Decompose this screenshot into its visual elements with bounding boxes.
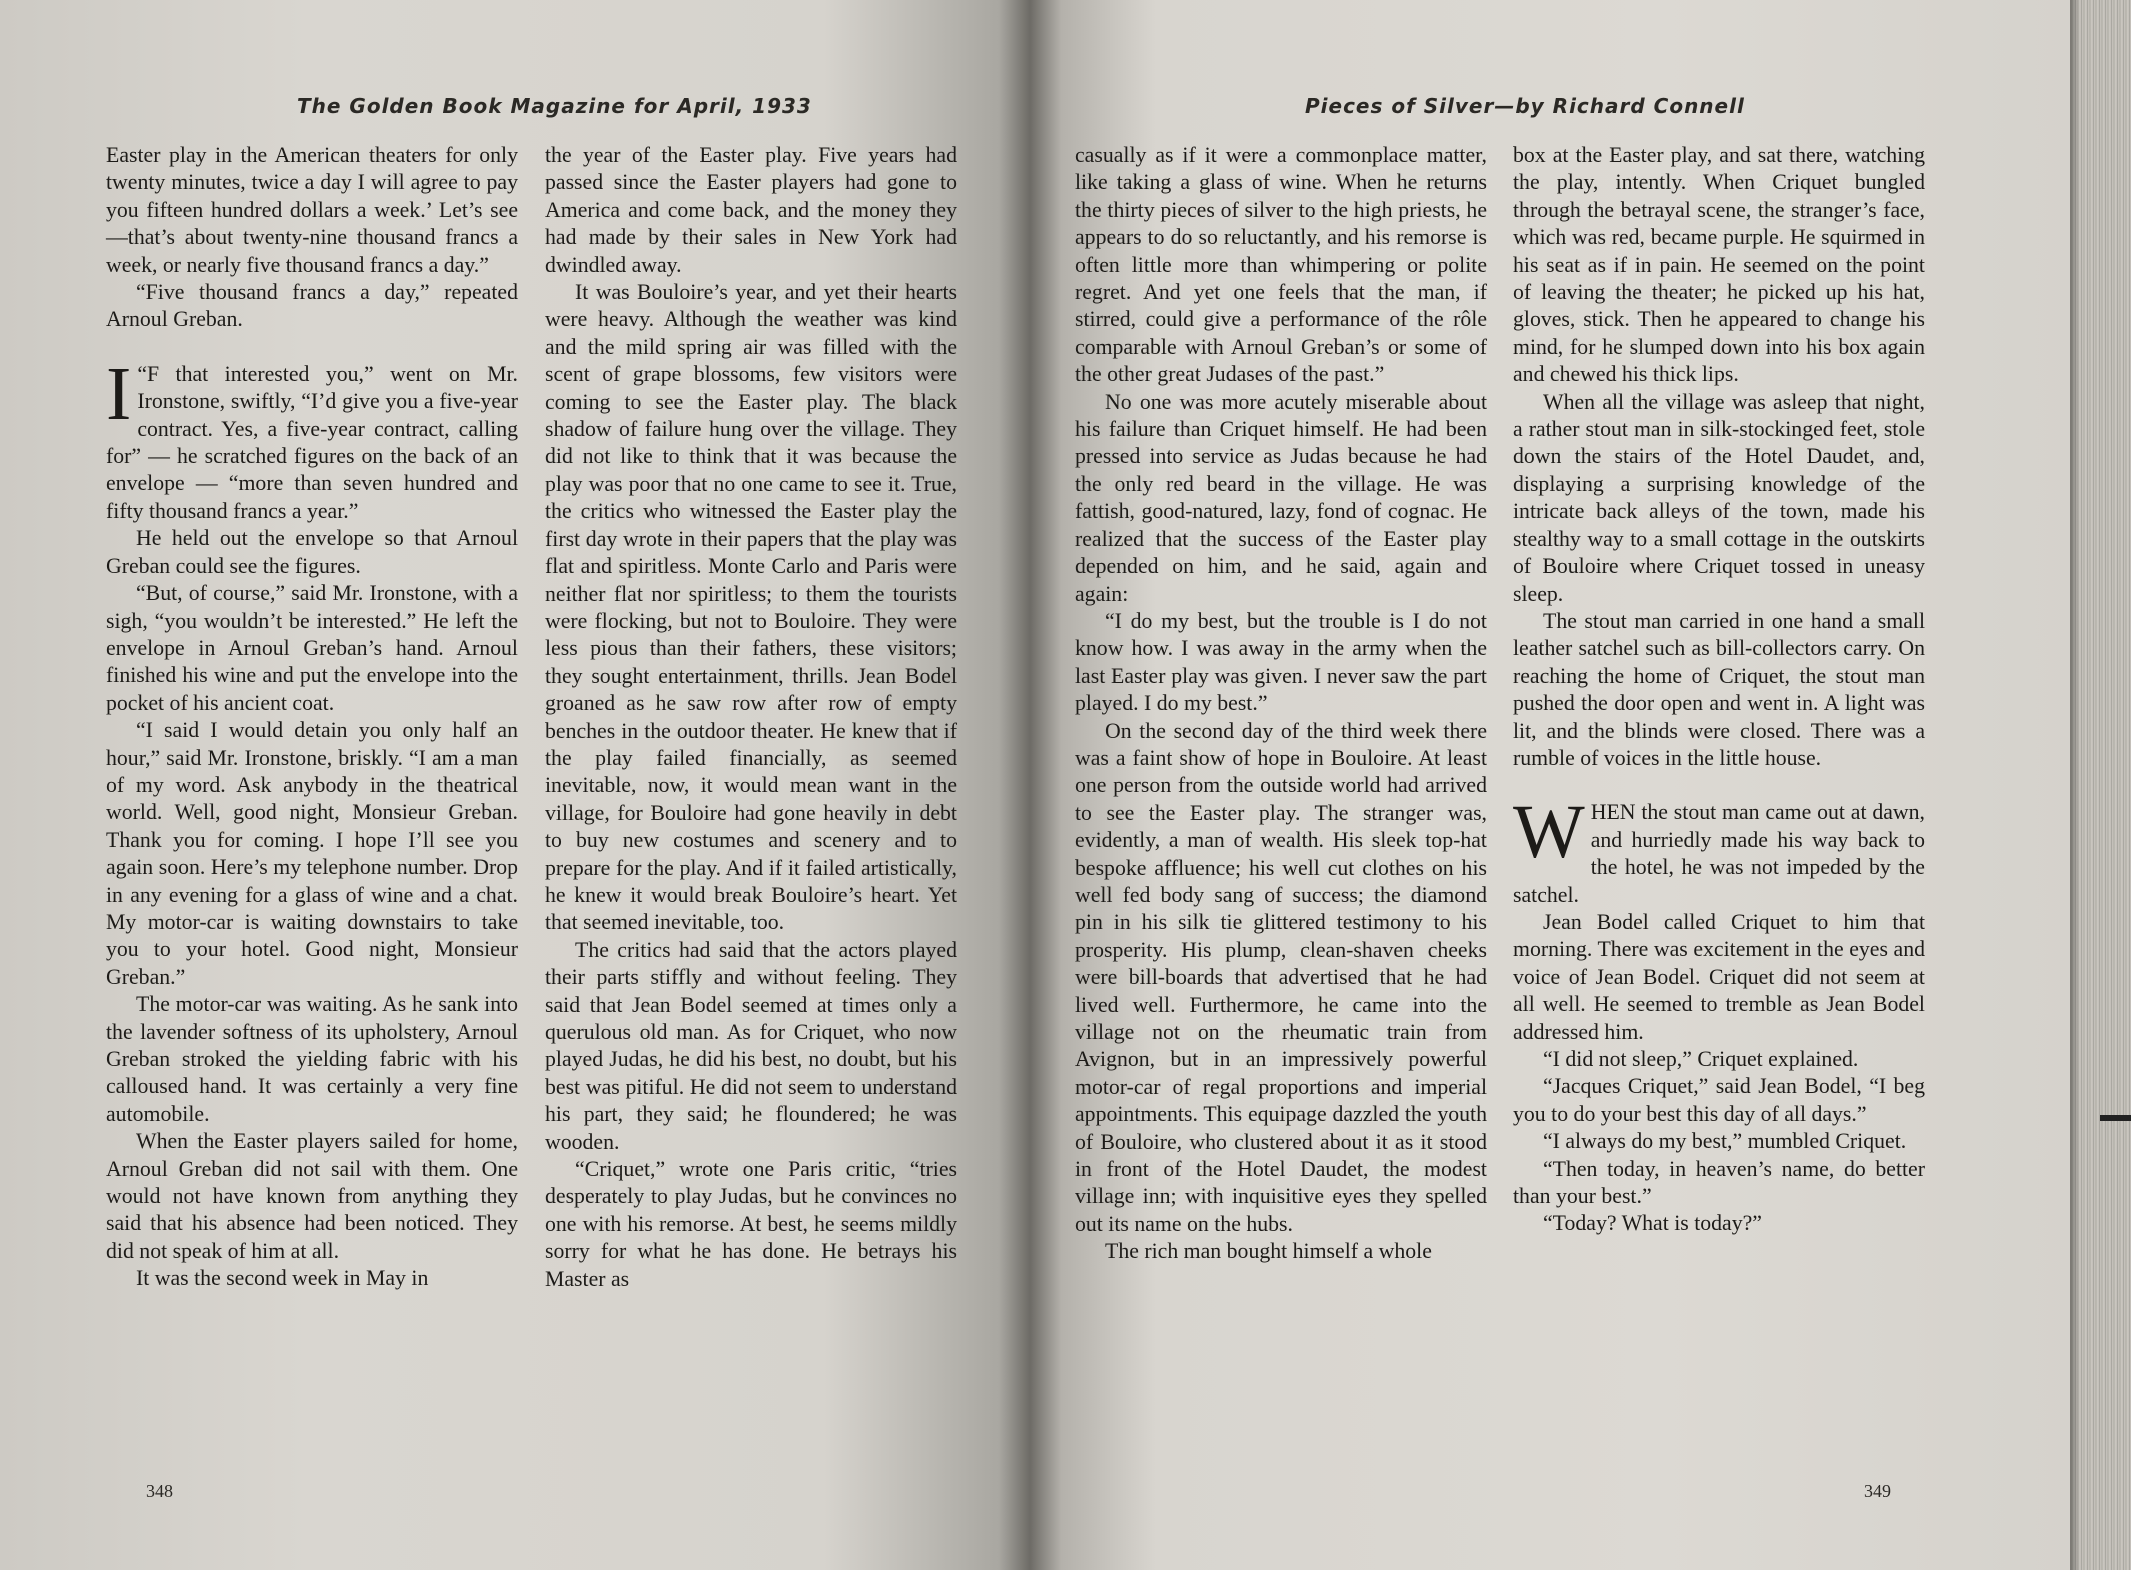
paragraph: “Jacques Criquet,” said Jean Bodel, “I beg you to do your best this day of all days.” [1513,1074,1925,1126]
paragraph: casually as if it were a commonplace matter, like taking a glass of wine. When he returns the thirty pieces of silver to the high priests, he appears to do so reluctantly, and his remorse is often little more than whimpering or polite regret. And yet one feels that the man, if stirred, could give a performance of the rôle comparable with Arnoul Greban’s or some of the other great Judases of the past.” [1075,143,1487,387]
paragraph: When all the village was asleep that night, a rather stout man in silk-stockinged feet, stole down the stairs of the Hotel Daudet, and, displaying a surprising knowledge of the intricate back alleys of the town, made his stealthy way to a small cottage in the outskirts of Bouloire where Criquet tossed in uneasy sleep. [1513,389,1925,606]
paragraph: When the Easter players sailed for home, Arnoul Greban did not sail with them. One would not have known from anything they said that his absence had been noticed. They did not speak of him at all. [106,1129,518,1263]
paragraph: “Then today, in heaven’s name, do better than your best.” [1513,1156,1925,1209]
page-number-right: 349 [1864,1481,1891,1501]
paragraph-text: F that interested you,” went on Mr. Ironstone, swiftly, “I’d give you a five-year contract. Yes, a five-year contract, calling for” — he scratched figures on the back of an envelope — “more than seven hundred and fifty thousand francs a year.” [106,361,518,523]
paragraph: The motor-car was waiting. As he sank into the lavender softness of its upholstery, Arnoul Greban stroked the yielding fabric with his calloused hand. It was certainly a very fine automobile. [106,992,518,1126]
page-number-left: 348 [146,1481,173,1501]
paragraph: “Today? What is today?” [1543,1211,1762,1236]
paragraph: It was Bouloire’s year, and yet their hearts were heavy. Although the weather was kind and the mild spring air was filled with the scent of grape blossoms, few visitors were coming to see the Easter play. The black shadow of failure hung over the village. They did not like to think that it was because the play was poor that no one came to see it. True, the critics who witnessed the Easter play the first day wrote in their papers that the play was flat and spiritless. Monte Carlo and Paris were neither flat nor spiritless; to them the tourists were flocking, but not to Bouloire. They were less pious than their fathers, these visitors; they sought entertainment, thrills. Jean Bodel groaned as he saw row after row of empty benches in the outdoor theater. He knew that if the play failed financially, as seemed inevitable, now, it would mean want in the village, for Bouloire had gone heavily in debt to buy new costumes and scenery and to prepare for the play. And if it failed artistically, he knew it would break Bouloire’s heart. Yet that seemed inevitable, too. [545,280,957,935]
text-column-3 [1075,142,1487,1266]
paragraph: “Five thousand francs a day,” repeated Arnoul Greban. [106,280,518,332]
drop-cap-paragraph [1513,790,1925,909]
paragraph: The stout man carried in one hand a small leather satchel such as bill-collectors carry. On reaching the home of Criquet, the stout man pushed the door open and went in. A light was lit, and the blinds were closed. There was a rumble of voices in the little house. [1513,608,1925,770]
running-head-left: The Golden Book Magazine for April, 1933 [297,94,812,118]
paragraph-text: HEN the stout man came out at dawn, and hurriedly made his way back to the hotel, he was not impeded by the satchel. [1513,800,1925,907]
left-page [0,0,1030,1570]
text-column-4 [1513,142,1925,1238]
paragraph: box at the Easter play, and sat there, watching the play, intently. When Criquet bungled through the betrayal scene, the stranger’s face, which was red, became purple. He squirmed in his seat as if in pain. He seemed on the point of leaving the theater; he picked up his hat, gloves, stick. Then he appeared to change his mind, for he slumped down into his box again and chewed his thick lips. [1513,143,1925,387]
paragraph: “I said I would detain you only half an hour,” said Mr. Ironstone, briskly. “I am a man of my word. Ask anybody in the theatrical world. Well, good night, Monsieur Greban. Thank you for coming. I hope I’ll see you again soon. Here’s my telephone number. Drop in any evening for a glass of wine and a chat. My motor-car is waiting downstairs to take you to your hotel. Good night, Monsieur Greban.” [106,718,518,989]
paragraph: “Criquet,” wrote one Paris critic, “tries desperately to play Judas, but he convinces no one with his remorse. At best, he seems mildly sorry for what he has done. He betrays his Master as [545,1157,957,1291]
paragraph: the year of the Easter play. Five years had passed since the Easter players had gone to America and come back, and the money they had made by their sales in New York had dwindled away. [545,143,957,277]
paragraph: The critics had said that the actors played their parts stiffly and without feeling. They said that Jean Bodel seemed at times only a querulous old man. As for Criquet, who now played Judas, he did his best, no doubt, but his best was pitiful. He did not seem to understand his part, they said; he floundered; he was wooden. [545,937,957,1154]
paragraph: No one was more acutely miserable about his failure than Criquet himself. He had been pressed into service as Judas because he had the only red beard in the village. He was fattish, good-natured, lazy, fond of cognac. He realized that the success of the Easter play depended on him, and he said, again and again: [1075,389,1487,606]
paragraph: “I did not sleep,” Criquet explained. [1543,1047,1859,1071]
drop-cap-letter: I [106,351,132,436]
drop-cap-paragraph [106,351,518,525]
open-quote: “ [137,361,147,386]
text-column-2 [545,142,957,1293]
paragraph: “I always do my best,” mumbled Criquet. [1543,1129,1907,1154]
page-edge-shadow [2070,0,2080,1570]
page-edge-marker [2100,1115,2131,1121]
paragraph: It was the second week in May in [136,1266,429,1291]
drop-cap-letter: W [1513,790,1585,875]
paragraph: On the second day of the third week there was a faint show of hope in Bouloire. At least one person from the outside world had arrived to see the Easter play. The stranger was, evidently, a man of wealth. His sleek top-hat bespoke affluence; his well cut clothes on his well fed body sang of success; the diamond pin in his silk tie glittered testimony to his prosperity. His plump, clean-shaven cheeks were bill-boards that advertised that he had lived well. Furthermore, he came into the village not on the rheumatic train from Avignon, but in an impressively powerful motor-car of regal proportions and imperial appointments. This equipage dazzled the youth of Bouloire, who clustered about it as it stood in front of the Hotel Daudet, the modest village inn; with inquisitive eyes they spelled out its name on the hubs. [1075,718,1487,1236]
right-page [1030,0,2080,1570]
paragraph: “I do my best, but the trouble is I do not know how. I was away in the army when the last Easter play was given. I never saw the part played. I do my best.” [1075,608,1487,716]
paragraph: “But, of course,” said Mr. Ironstone, with a sigh, “you wouldn’t be interested.” He left the envelope in Arnoul Greban’s hand. Arnoul finished his wine and put the envelope into the pocket of his ancient coat. [106,581,518,715]
paragraph: Jean Bodel called Criquet to him that morning. There was excitement in the eyes and voice of Jean Bodel. Criquet did not seem at all well. He seemed to tremble as Jean Bodel addressed him. [1513,909,1925,1044]
text-column-1 [106,142,518,1293]
paragraph: Easter play in the American theaters for only twenty minutes, twice a day I will agree to pay you fifteen hundred dollars a week.’ Let’s see—that’s about twenty-nine thousand francs a week, or nearly five thousand francs a day.” [106,143,518,277]
paragraph: He held out the envelope so that Arnoul Greban could see the figures. [106,526,518,578]
running-head-right: Pieces of Silver—by Richard Connell [1305,94,1745,118]
paragraph: The rich man bought himself a whole [1105,1239,1432,1264]
